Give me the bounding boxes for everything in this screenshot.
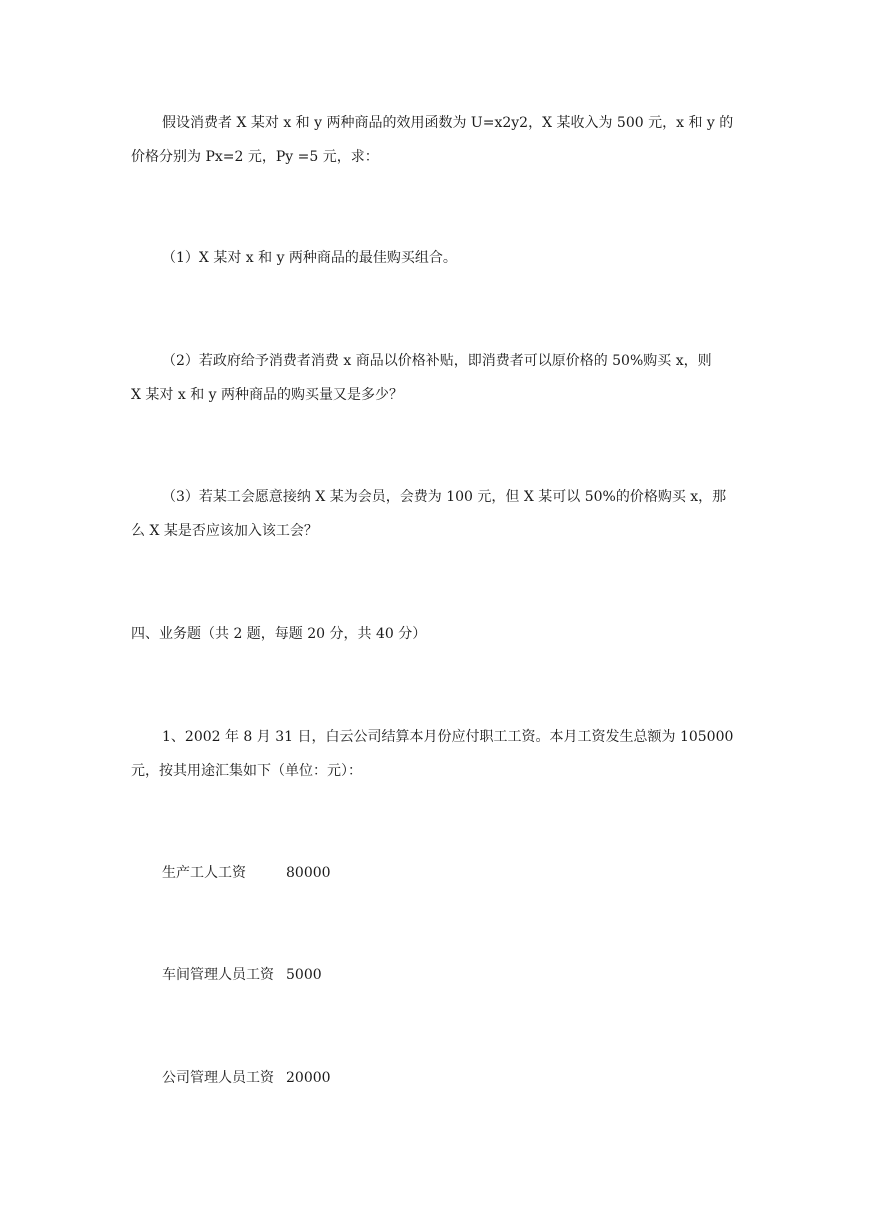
wage-amount: 20000 xyxy=(286,1070,331,1086)
wage-label: 生产工人工资 xyxy=(162,865,246,881)
wage-amount: 80000 xyxy=(286,865,331,881)
question-3-line-2: 么 X 某是否应该加入该工会？ xyxy=(131,523,318,539)
question-3-line-1: （3）若某工会愿意接纳 X 某为会员，会费为 100 元，但 X 某可以 50%的价格购买 x，那 xyxy=(162,489,727,505)
task-1-line-1: 1、2002 年 8 月 31 日，白云公司结算本月份应付职工工资。本月工资发生总额为 105000 xyxy=(162,729,734,745)
wage-label: 公司管理人员工资 xyxy=(162,1070,274,1086)
task-1-line-2: 元，按其用途汇集如下（单位：元）： xyxy=(131,763,362,779)
problem-intro-line-2: 价格分别为 Px=2 元，Py =5 元，求： xyxy=(131,149,379,165)
question-1: （1）X 某对 x 和 y 两种商品的最佳购买组合。 xyxy=(162,250,457,266)
question-2-line-2: X 某对 x 和 y 两种商品的购买量又是多少？ xyxy=(131,387,404,403)
problem-intro-line-1: 假设消费者 X 某对 x 和 y 两种商品的效用函数为 U=x2y2，X 某收入为 500 元，x 和 y 的 xyxy=(162,115,734,131)
section-heading: 四、业务题（共 2 题，每题 20 分，共 40 分） xyxy=(131,626,427,642)
question-2-line-1: （2）若政府给予消费者消费 x 商品以价格补贴，即消费者可以原价格的 50%购买 x，则 xyxy=(162,353,712,369)
wage-amount: 5000 xyxy=(286,967,322,983)
wage-label: 车间管理人员工资 xyxy=(162,967,274,983)
